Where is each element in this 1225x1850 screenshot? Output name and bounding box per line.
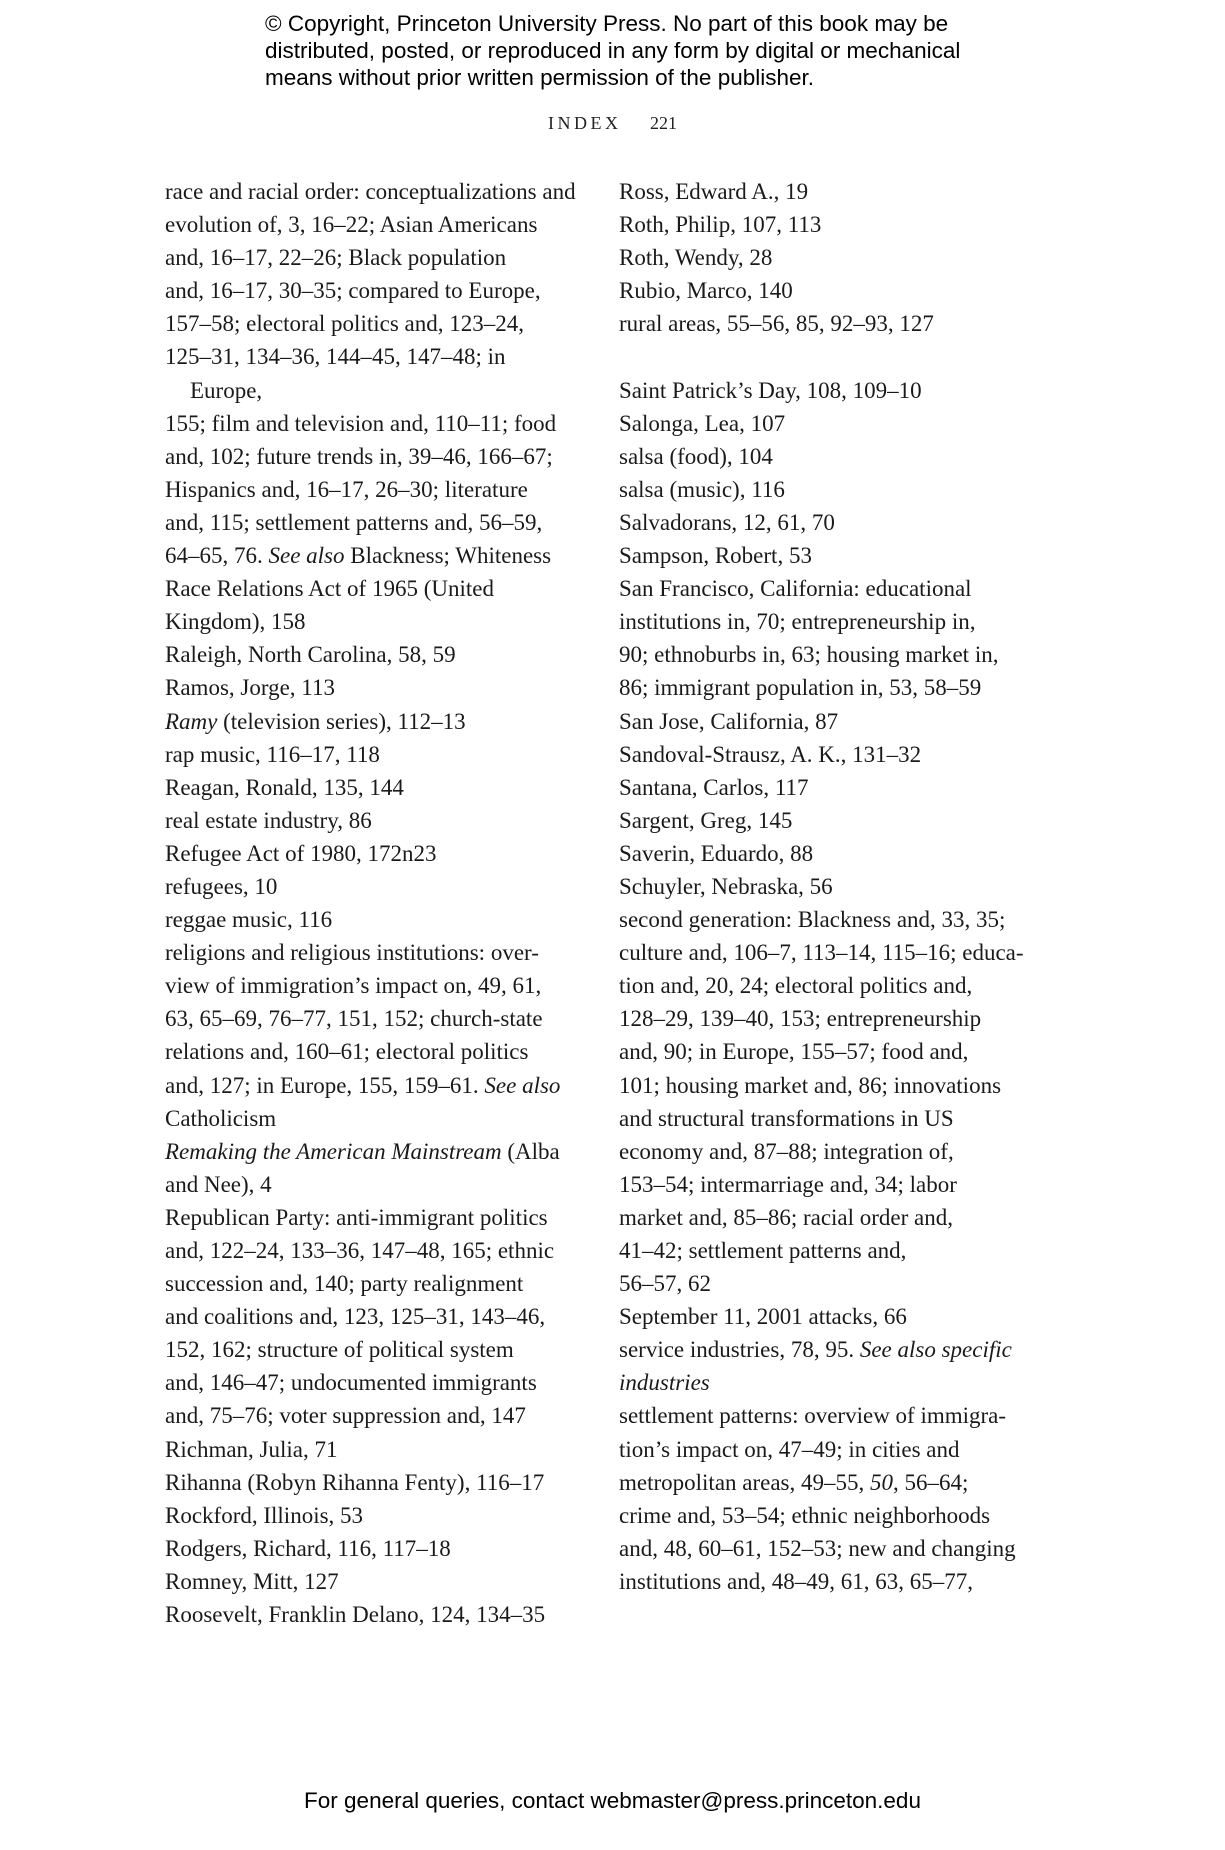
entry-text: Romney, Mitt, 127 xyxy=(165,1568,339,1594)
index-line: 157–58; electoral politics and, 123–24, xyxy=(165,311,524,337)
index-entry xyxy=(619,241,1034,274)
index-line xyxy=(165,605,577,638)
index-entry xyxy=(165,936,577,1135)
index-entry xyxy=(165,903,577,936)
index-entry xyxy=(619,705,1034,738)
index-line xyxy=(165,837,577,870)
index-line xyxy=(165,1168,577,1201)
index-line: Republican Party: anti-immigrant politics xyxy=(165,1204,548,1230)
entry-text: real estate industry, 86 xyxy=(165,807,372,833)
index-line xyxy=(165,738,577,771)
index-entry xyxy=(165,175,577,572)
entry-text: and, 75–76; voter suppression and, 147 xyxy=(165,1403,526,1429)
entry-text: Sampson, Robert, 53 xyxy=(619,543,812,569)
copyright-line: means without prior written permission of the publisher. xyxy=(265,65,815,90)
index-line xyxy=(619,1267,1034,1300)
index-line xyxy=(619,274,1034,307)
index-line: and coalitions and, 123, 125–31, 143–46, xyxy=(165,1304,546,1330)
index-entry xyxy=(165,671,577,704)
entry-italic: Ramy xyxy=(165,708,218,734)
index-entry xyxy=(619,374,1034,407)
index-entry xyxy=(619,440,1034,473)
index-line xyxy=(165,1466,577,1499)
index-line xyxy=(619,407,1034,440)
index-entry xyxy=(619,473,1034,506)
index-line xyxy=(165,903,577,936)
index-line xyxy=(619,870,1034,903)
index-line: 125–31, 134–36, 144–45, 147–48; in Europe, xyxy=(165,344,506,403)
copyright-notice xyxy=(265,10,1025,91)
entry-text: 56–57, 62 xyxy=(619,1271,711,1297)
index-line: and, 16–17, 30–35; compared to Europe, xyxy=(165,278,541,304)
entry-text: Santana, Carlos, 117 xyxy=(619,774,809,800)
entry-text: Salvadorans, 12, 61, 70 xyxy=(619,509,835,535)
index-column-right xyxy=(619,175,1034,1598)
index-line: evolution of, 3, 16–22; Asian Americans xyxy=(165,212,538,238)
index-entry xyxy=(165,1201,577,1433)
index-line: culture and, 106–7, 113–14, 115–16; educa- xyxy=(619,940,1024,966)
index-line xyxy=(619,175,1034,208)
index-entry xyxy=(619,175,1034,208)
index-line xyxy=(165,1102,577,1135)
entry-text: Richman, Julia, 71 xyxy=(165,1436,338,1462)
index-line: and, 115; settlement patterns and, 56–59, xyxy=(165,509,543,535)
index-entry xyxy=(165,837,577,870)
entry-text: Saverin, Eduardo, 88 xyxy=(619,840,814,866)
index-line: tion and, 20, 24; electoral politics and, xyxy=(619,973,973,999)
index-line xyxy=(165,705,577,738)
index-line xyxy=(619,307,1034,340)
index-line: and, 90; in Europe, 155–57; food and, xyxy=(619,1039,969,1065)
index-line xyxy=(165,1399,577,1432)
entry-text: Rihanna (Robyn Rihanna Fenty), 116–17 xyxy=(165,1469,545,1495)
index-entry xyxy=(165,705,577,738)
entry-text: and, 127; in Europe, 155, 159–61. xyxy=(165,1072,485,1098)
entry-text: rap music, 116–17, 118 xyxy=(165,741,380,767)
entry-text: Rubio, Marco, 140 xyxy=(619,278,793,304)
running-head xyxy=(0,113,1225,134)
index-line: view of immigration’s impact on, 49, 61, xyxy=(165,973,542,999)
index-line xyxy=(165,870,577,903)
index-line: and, 122–24, 133–36, 147–48, 165; ethnic xyxy=(165,1238,555,1263)
index-line: race and racial order: conceptualizations and xyxy=(165,179,576,204)
index-line xyxy=(619,1366,1034,1399)
entry-italic: 50 xyxy=(870,1469,894,1495)
entry-text: Rockford, Illinois, 53 xyxy=(165,1502,364,1528)
index-line xyxy=(619,804,1034,837)
index-entry xyxy=(619,407,1034,440)
index-line xyxy=(619,1333,1034,1366)
entry-text: metropolitan areas, 49–55, xyxy=(619,1469,871,1495)
entry-text: Kingdom), 158 xyxy=(165,609,306,635)
index-entry xyxy=(619,738,1034,771)
index-entry xyxy=(619,539,1034,572)
entry-text: Rodgers, Richard, 116, 117–18 xyxy=(165,1535,451,1561)
entry-text: Sargent, Greg, 145 xyxy=(619,807,793,833)
entry-text: Catholicism xyxy=(165,1105,277,1131)
index-line xyxy=(619,1466,1034,1499)
index-line: Race Relations Act of 1965 (United xyxy=(165,576,494,602)
index-line: Hispanics and, 16–17, 26–30; literature xyxy=(165,476,528,502)
index-line: 128–29, 139–40, 153; entrepreneurship xyxy=(619,1006,982,1032)
index-entry xyxy=(619,1300,1034,1333)
index-line: 90; ethnoburbs in, 63; housing market in, xyxy=(619,642,999,668)
index-entry xyxy=(165,1433,577,1466)
entry-italic: See also xyxy=(484,1072,561,1098)
index-line xyxy=(619,1565,1034,1598)
index-line: second generation: Blackness and, 33, 35; xyxy=(619,907,1006,933)
entry-text: Roth, Philip, 107, 113 xyxy=(619,212,822,238)
index-line: market and, 85–86; racial order and, xyxy=(619,1204,954,1230)
index-line xyxy=(165,539,577,572)
index-line xyxy=(165,804,577,837)
index-entry xyxy=(619,1399,1034,1598)
index-entry xyxy=(165,572,577,638)
entry-text: September 11, 2001 attacks, 66 xyxy=(619,1304,907,1330)
index-entry xyxy=(619,1333,1034,1399)
entry-text: salsa (music), 116 xyxy=(619,476,785,502)
index-entry xyxy=(165,738,577,771)
index-column-left xyxy=(165,175,577,1631)
entry-text: reggae music, 116 xyxy=(165,907,333,933)
index-line xyxy=(165,638,577,671)
copyright-line: distributed, posted, or reproduced in any form by digital or mechanical xyxy=(265,38,961,63)
index-line xyxy=(165,1433,577,1466)
index-entry xyxy=(619,771,1034,804)
index-entry xyxy=(165,1135,577,1201)
index-line xyxy=(619,539,1034,572)
entry-text: and, 48, 60–61, 152–53; new and changing xyxy=(619,1535,1016,1561)
entry-text: and Nee), 4 xyxy=(165,1171,272,1197)
entry-italic: industries xyxy=(619,1370,710,1396)
entry-text: Roth, Wendy, 28 xyxy=(619,245,773,271)
index-line xyxy=(619,771,1034,804)
index-entry xyxy=(165,1466,577,1499)
entry-text: San Jose, California, 87 xyxy=(619,708,839,734)
index-line xyxy=(165,1069,577,1102)
index-line: and, 102; future trends in, 39–46, 166–67; xyxy=(165,443,553,469)
entry-text: (Alba xyxy=(501,1138,560,1164)
entry-text: institutions and, 48–49, 61, 63, 65–77, xyxy=(619,1568,973,1594)
index-line: and, 146–47; undocumented immigrants xyxy=(165,1370,537,1396)
footer-contact: For general queries, contact webmaster@press.princeton.edu xyxy=(304,1788,921,1813)
entry-text: salsa (food), 104 xyxy=(619,443,773,469)
index-entry xyxy=(619,208,1034,241)
index-entry xyxy=(165,1499,577,1532)
index-line: settlement patterns: overview of immigra- xyxy=(619,1403,1007,1429)
entry-text: Sandoval-Strausz, A. K., 131–32 xyxy=(619,741,922,767)
page-number: 221 xyxy=(650,113,677,133)
entry-text: Schuyler, Nebraska, 56 xyxy=(619,873,833,899)
entry-text: , 56–64; xyxy=(893,1469,969,1495)
index-entry xyxy=(619,307,1034,340)
index-line xyxy=(619,473,1034,506)
entry-text: service industries, 78, 95. xyxy=(619,1337,860,1363)
index-line xyxy=(619,440,1034,473)
index-line xyxy=(165,1598,577,1631)
index-line: 41–42; settlement patterns and, xyxy=(619,1238,907,1263)
entry-text: Reagan, Ronald, 135, 144 xyxy=(165,774,404,800)
index-line: 152, 162; structure of political system xyxy=(165,1337,514,1363)
index-entry xyxy=(165,1532,577,1565)
index-line: institutions in, 70; entrepreneurship in, xyxy=(619,609,976,635)
index-line: 153–54; intermarriage and, 34; labor xyxy=(619,1171,957,1197)
index-entry xyxy=(619,274,1034,307)
index-line xyxy=(619,671,1034,704)
index-entry xyxy=(619,870,1034,903)
index-line xyxy=(619,241,1034,274)
entry-italic: See also specific xyxy=(859,1337,1012,1363)
index-line xyxy=(619,1300,1034,1333)
entry-text: refugees, 10 xyxy=(165,873,278,899)
index-entry xyxy=(165,804,577,837)
index-line xyxy=(165,1135,577,1168)
entry-text: Roosevelt, Franklin Delano, 124, 134–35 xyxy=(165,1602,546,1628)
index-line xyxy=(619,1499,1034,1532)
index-entry xyxy=(619,506,1034,539)
entry-text: 86; immigrant population in, 53, 58–59 xyxy=(619,675,982,701)
index-entry xyxy=(165,1598,577,1631)
index-entry xyxy=(619,903,1034,1300)
index-line: and structural transformations in US xyxy=(619,1105,954,1131)
entry-text: 64–65, 76. xyxy=(165,543,269,569)
index-line xyxy=(619,208,1034,241)
entry-text: Refugee Act of 1980, 172n23 xyxy=(165,840,437,866)
index-entry xyxy=(165,771,577,804)
index-line: 101; housing market and, 86; innovations xyxy=(619,1072,1002,1098)
copyright-line: © Copyright, Princeton University Press. No part of this book may be xyxy=(265,11,949,36)
entry-text: Ramos, Jorge, 113 xyxy=(165,675,335,701)
index-entry xyxy=(165,1565,577,1598)
index-line: 63, 65–69, 76–77, 151, 152; church-state xyxy=(165,1006,543,1032)
index-line xyxy=(619,506,1034,539)
index-line xyxy=(619,738,1034,771)
entry-text: Blackness; Whiteness xyxy=(344,543,552,569)
index-entry xyxy=(619,572,1034,704)
index-line xyxy=(619,705,1034,738)
entry-italic: Remaking the American Mainstream xyxy=(165,1138,502,1164)
entry-text: Salonga, Lea, 107 xyxy=(619,410,786,436)
index-line: tion’s impact on, 47–49; in cities and xyxy=(619,1436,960,1462)
entry-text: Ross, Edward A., 19 xyxy=(619,179,809,204)
running-head-label: INDEX xyxy=(548,113,622,133)
index-line: and, 16–17, 22–26; Black population xyxy=(165,245,507,271)
index-line: religions and religious institutions: over- xyxy=(165,940,539,966)
index-line xyxy=(165,1532,577,1565)
index-line: San Francisco, California: educational xyxy=(619,576,972,602)
index-line: 155; film and television and, 110–11; food xyxy=(165,410,557,436)
index-entry xyxy=(619,837,1034,870)
index-entry xyxy=(165,638,577,671)
entry-italic: See also xyxy=(268,543,345,569)
index-line: relations and, 160–61; electoral politics xyxy=(165,1039,529,1065)
entry-text: Raleigh, North Carolina, 58, 59 xyxy=(165,642,456,668)
index-line xyxy=(165,771,577,804)
letter-group-spacer xyxy=(619,340,1034,373)
index-line xyxy=(619,837,1034,870)
entry-text: crime and, 53–54; ethnic neighborhoods xyxy=(619,1502,991,1528)
index-line: succession and, 140; party realignment xyxy=(165,1271,524,1297)
index-entry xyxy=(165,870,577,903)
index-line xyxy=(165,671,577,704)
index-line: economy and, 87–88; integration of, xyxy=(619,1138,954,1164)
index-line xyxy=(165,1565,577,1598)
index-entry xyxy=(619,804,1034,837)
entry-text: Saint Patrick’s Day, 108, 109–10 xyxy=(619,377,922,403)
entry-text: (television series), 112–13 xyxy=(217,708,466,734)
index-line xyxy=(165,1499,577,1532)
entry-text: rural areas, 55–56, 85, 92–93, 127 xyxy=(619,311,934,337)
index-line xyxy=(619,374,1034,407)
index-line xyxy=(619,1532,1034,1565)
